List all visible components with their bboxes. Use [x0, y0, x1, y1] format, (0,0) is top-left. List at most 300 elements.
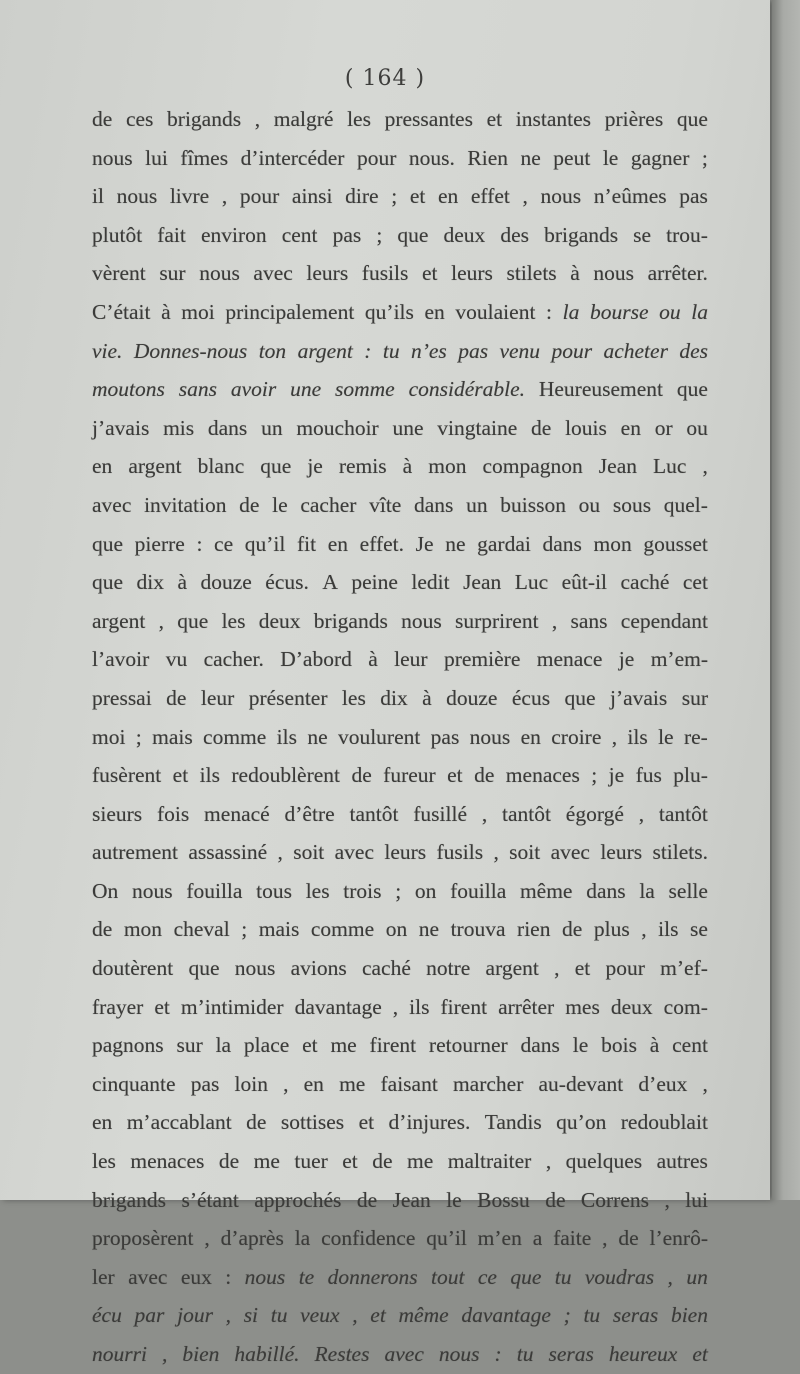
word: D’abord	[280, 647, 352, 672]
italic-word: et	[692, 1342, 708, 1366]
word: mais	[152, 724, 193, 749]
word: ils	[199, 763, 220, 788]
word: ,	[602, 1226, 608, 1251]
italic-word: et	[370, 1303, 386, 1328]
word: Jean	[598, 454, 637, 479]
word: plu-	[673, 763, 708, 788]
word: voulurent	[337, 724, 421, 749]
italic-word: tu	[583, 1303, 601, 1328]
word: m’accablant	[126, 1110, 232, 1135]
word: égorgé	[565, 801, 624, 826]
word: brigands	[313, 608, 388, 633]
word: eux	[180, 1264, 212, 1289]
word: de	[218, 1149, 240, 1174]
word: présenter	[248, 685, 328, 710]
word: ou	[578, 492, 601, 517]
text-line	[92, 525, 708, 564]
word: de	[246, 1110, 267, 1135]
word: ,	[664, 1187, 670, 1212]
word: mon	[593, 531, 632, 556]
word: tous	[256, 878, 292, 903]
word: faite	[553, 1226, 592, 1251]
italic-word: même	[398, 1303, 449, 1328]
word: instantes	[515, 107, 592, 131]
word: ne	[418, 917, 440, 942]
word: douze	[446, 685, 498, 710]
word: en	[327, 531, 349, 556]
italic-word: ou	[659, 299, 681, 324]
word: dans	[542, 531, 582, 556]
word: que	[397, 222, 429, 247]
text-line	[92, 1103, 708, 1142]
word: de	[531, 415, 552, 440]
word: sieurs	[92, 801, 143, 826]
word: pierre	[134, 531, 185, 556]
word: de	[92, 107, 113, 131]
word: Tandis	[484, 1110, 542, 1135]
word: ce	[214, 531, 234, 556]
word: argent	[128, 454, 182, 479]
word: fit	[297, 531, 317, 556]
word: ;	[241, 917, 248, 942]
word: vîte	[369, 492, 402, 517]
word: ler	[92, 1264, 115, 1289]
word: nous	[234, 956, 276, 981]
italic-word: nous	[438, 1342, 480, 1366]
word: :	[196, 531, 203, 556]
word: qu’il	[244, 531, 286, 556]
word: d’intercéder	[240, 145, 345, 170]
word: dire	[345, 184, 379, 209]
word: fureur	[383, 763, 436, 788]
text-line	[92, 910, 708, 949]
word: cependant	[620, 608, 708, 633]
italic-word: te	[298, 1264, 315, 1289]
word: plus	[593, 917, 630, 942]
word: pressantes	[384, 107, 473, 131]
word: se	[689, 917, 708, 942]
text-line	[92, 1258, 708, 1297]
word: pas	[679, 184, 708, 209]
word: tuer	[294, 1149, 328, 1174]
word: dans	[414, 492, 454, 517]
italic-word: sans	[178, 377, 217, 402]
text-line	[92, 1181, 708, 1220]
word: un	[466, 492, 488, 517]
text-line	[92, 872, 708, 911]
word: environ	[200, 222, 267, 247]
word: que	[564, 685, 596, 710]
word: leurs	[306, 261, 349, 286]
word: fus	[635, 763, 662, 788]
text-line	[92, 254, 708, 293]
word: nous.	[408, 145, 455, 170]
word: Correns	[580, 1187, 649, 1212]
word: assassiné	[188, 840, 268, 865]
word: ils	[658, 917, 679, 942]
word: trois	[343, 878, 382, 903]
word: sur	[176, 1033, 203, 1058]
word: on	[385, 917, 408, 942]
word: pressai	[92, 685, 152, 710]
italic-word: nourri	[92, 1342, 147, 1366]
text-line	[92, 602, 708, 641]
word: que	[188, 956, 220, 981]
word: dans	[586, 878, 626, 903]
word: vingtaine	[437, 415, 518, 440]
word: caché	[361, 956, 411, 981]
word: brigands	[167, 107, 242, 131]
word: l’enrô-	[649, 1226, 708, 1251]
text-line	[92, 988, 708, 1027]
italic-word: tu	[516, 1342, 534, 1366]
word: Je	[415, 531, 434, 556]
word: un	[261, 415, 283, 440]
word: et	[154, 994, 170, 1019]
word: vu	[165, 647, 188, 672]
word: :	[225, 1264, 232, 1289]
word: les	[341, 685, 366, 710]
text-line	[92, 833, 708, 872]
text-line	[92, 216, 708, 255]
word: ,	[702, 1071, 708, 1096]
word: louis	[565, 415, 607, 440]
italic-word: tout	[430, 1264, 465, 1289]
word: com-	[663, 994, 708, 1019]
italic-word: tu	[554, 1264, 572, 1289]
italic-word: écu	[92, 1303, 122, 1328]
italic-word: :	[494, 1342, 502, 1366]
word: approchés	[254, 1187, 342, 1212]
word: de	[545, 1187, 566, 1212]
word: s’étant	[181, 1187, 239, 1212]
italic-word: pas	[458, 338, 489, 363]
text-line	[92, 447, 708, 486]
word: moi	[181, 299, 215, 324]
word: pour	[239, 184, 280, 209]
word: ainsi	[291, 184, 333, 209]
word: le	[602, 145, 619, 170]
italic-word: tu	[270, 1303, 288, 1328]
text-line	[92, 1335, 708, 1374]
word: ne	[445, 531, 466, 556]
text-line	[92, 177, 708, 216]
word: principalement	[225, 299, 355, 324]
word: A	[322, 570, 338, 595]
word: peut	[553, 145, 591, 170]
word: que	[92, 570, 124, 595]
word: remis	[338, 454, 387, 479]
word: de	[92, 917, 113, 942]
italic-word: ,	[161, 1342, 168, 1366]
word: brigands	[92, 1187, 167, 1212]
word: en	[620, 415, 641, 440]
word: ,	[611, 724, 618, 749]
word: arrêter	[498, 994, 555, 1019]
italic-word: ,	[667, 1264, 673, 1289]
word: ,	[702, 454, 708, 479]
word: qu’ils	[364, 299, 414, 324]
word: Rien	[467, 145, 508, 170]
italic-word: ;	[563, 1303, 571, 1328]
word: fusils	[436, 840, 484, 865]
word: en	[520, 724, 541, 749]
italic-word: nous	[244, 1264, 286, 1289]
word: une	[392, 415, 424, 440]
word: ,	[221, 184, 228, 209]
word: se	[633, 222, 652, 247]
word: de	[474, 763, 495, 788]
word: nous	[92, 145, 133, 170]
word: il	[92, 184, 104, 209]
word: à	[402, 454, 413, 479]
word: effet	[470, 184, 510, 209]
italic-word: un	[686, 1264, 708, 1289]
italic-word: que	[510, 1264, 542, 1289]
word: mon	[123, 917, 163, 942]
word: en	[92, 454, 113, 479]
word: leur	[200, 685, 235, 710]
word: les	[347, 107, 371, 131]
word: en	[437, 184, 459, 209]
word: faisant	[380, 1071, 438, 1096]
body-text	[92, 100, 708, 1374]
italic-word: la	[691, 299, 708, 324]
italic-word: Donnes-nous	[133, 338, 248, 363]
italic-word: tu	[382, 338, 400, 363]
word: le	[658, 724, 674, 749]
word: cet	[682, 570, 708, 595]
italic-word: :	[364, 338, 372, 363]
text-line	[92, 100, 708, 139]
word: proposèrent	[92, 1226, 194, 1251]
word: que	[177, 608, 209, 633]
italic-word: si	[243, 1303, 259, 1328]
word: rien	[517, 917, 551, 942]
word: dans	[207, 415, 248, 440]
word: loin	[234, 1071, 268, 1096]
word: malgré	[273, 107, 334, 131]
word: ,	[554, 956, 560, 981]
word: pour	[356, 145, 397, 170]
word: qu’il	[426, 1226, 467, 1251]
word: comme	[310, 917, 375, 942]
word: et	[486, 107, 503, 131]
word: de	[351, 763, 372, 788]
word: n’eûmes	[593, 184, 667, 209]
word: ils	[627, 724, 648, 749]
word: ,	[641, 917, 647, 942]
italic-word: donnerons	[327, 1264, 418, 1289]
word: ,	[545, 1149, 552, 1174]
italic-word: n’es	[410, 338, 447, 363]
word: ;	[135, 724, 142, 749]
word: mis	[163, 415, 195, 440]
word: Jean	[392, 1187, 431, 1212]
word: Heureusement	[538, 377, 664, 402]
word: me	[253, 1149, 280, 1174]
word: nous	[131, 878, 173, 903]
word: stilets	[506, 261, 557, 286]
word: à	[422, 685, 432, 710]
text-line	[92, 718, 708, 757]
word: ledit	[411, 570, 450, 595]
word: nous	[469, 724, 511, 749]
word: tantôt	[349, 801, 399, 826]
word: lui	[685, 1187, 708, 1212]
word: :	[546, 299, 553, 324]
word: dix	[136, 570, 164, 595]
word: d’être	[284, 801, 335, 826]
word: ,	[551, 608, 558, 633]
word: maltraiter	[447, 1149, 532, 1174]
italic-word: seras	[548, 1342, 594, 1366]
text-line	[92, 640, 708, 679]
text-line	[92, 1142, 708, 1181]
word: le	[572, 1033, 589, 1058]
text-line	[92, 1026, 708, 1065]
word: cinquante	[92, 1071, 176, 1096]
word: le	[446, 1187, 462, 1212]
word: que	[676, 377, 708, 402]
word: pour	[605, 956, 645, 981]
word: leurs	[451, 261, 493, 286]
word: et	[172, 763, 189, 788]
word: les	[92, 1149, 116, 1174]
word: ;	[391, 184, 398, 209]
italic-word: ,	[225, 1303, 231, 1328]
word: redoublait	[620, 1110, 708, 1135]
word: Luc	[514, 570, 549, 595]
word: lui	[145, 145, 168, 170]
text-line	[92, 949, 708, 988]
word: autrement	[92, 840, 178, 865]
word: fouilla	[186, 878, 243, 903]
italic-word: une	[290, 377, 322, 402]
word: effet.	[359, 531, 405, 556]
word: invitation	[144, 492, 227, 517]
word: pas	[332, 222, 362, 247]
word: que	[676, 107, 708, 131]
text-line	[92, 563, 708, 602]
word: je	[307, 454, 323, 479]
word: à	[570, 261, 580, 286]
word: quel-	[663, 492, 708, 517]
italic-word: bien	[182, 1342, 220, 1366]
text-line	[92, 1065, 708, 1104]
word: gagner	[630, 145, 690, 170]
italic-word: veux	[300, 1303, 340, 1328]
word: sur	[159, 261, 186, 286]
word: sans	[570, 608, 608, 633]
word: autres	[656, 1149, 708, 1174]
word: tantôt	[502, 801, 551, 826]
word: douze	[200, 570, 252, 595]
word: voulaient	[455, 299, 536, 324]
word: ,	[283, 1071, 289, 1096]
word: sur	[681, 685, 708, 710]
italic-word: bien	[670, 1303, 708, 1328]
word: argent	[485, 956, 539, 981]
word: vèrent	[92, 261, 146, 286]
word: j’avais	[92, 415, 150, 440]
word: gousset	[643, 531, 708, 556]
word: livre	[169, 184, 210, 209]
word: de	[356, 1187, 378, 1212]
word: cent	[672, 1033, 708, 1058]
word: confidence	[321, 1226, 416, 1251]
word: en	[92, 1110, 113, 1135]
word: la	[639, 878, 655, 903]
page-number: ( 164 )	[344, 66, 426, 91]
word: avec	[253, 261, 293, 286]
word: compagnon	[482, 454, 583, 479]
word: quelques	[565, 1149, 643, 1174]
word: avec	[92, 492, 132, 517]
word: première	[443, 647, 521, 672]
word: de	[372, 1149, 393, 1174]
text-line	[92, 1296, 708, 1335]
italic-word: ton	[258, 338, 287, 363]
word: notre	[426, 956, 471, 981]
word: qu’on	[556, 1110, 607, 1135]
word: cacher.	[203, 647, 264, 672]
word: place	[243, 1033, 290, 1058]
word: ,	[277, 840, 283, 865]
word: fait	[157, 222, 186, 247]
word: Jean	[463, 570, 502, 595]
word: à	[177, 570, 188, 595]
word: sottises	[280, 1110, 345, 1135]
italic-word: pour	[551, 338, 593, 363]
word: m’em-	[650, 647, 708, 672]
word: redoublèrent	[231, 763, 341, 788]
word: la	[215, 1033, 232, 1058]
word: fois	[156, 801, 190, 826]
word: ;	[591, 763, 598, 788]
italic-word: venu	[499, 338, 541, 363]
word: ces	[125, 107, 154, 131]
word: ,	[638, 801, 645, 826]
word: argent	[92, 608, 146, 633]
word: C’était	[92, 299, 151, 324]
word: On	[92, 878, 119, 903]
word: ils	[409, 994, 430, 1019]
word: menaces	[130, 1149, 205, 1174]
italic-word: des	[679, 338, 708, 363]
word: nous	[593, 261, 635, 286]
word: nous	[116, 184, 158, 209]
word: surprirent	[454, 608, 539, 633]
word: ,	[392, 994, 399, 1019]
word: Bossu	[477, 1187, 530, 1212]
word: arrêter.	[647, 261, 708, 286]
word: cacher	[300, 492, 357, 517]
word: je	[618, 647, 635, 672]
word: leur	[394, 647, 428, 672]
word: et	[302, 1033, 318, 1058]
word: ne	[520, 145, 541, 170]
italic-word: davantage	[461, 1303, 551, 1328]
italic-word: avec	[384, 1342, 424, 1366]
word: retourner	[428, 1033, 508, 1058]
italic-word: heureux	[608, 1342, 678, 1366]
word: même	[519, 878, 573, 903]
text-line	[92, 1219, 708, 1258]
word: cheval	[173, 917, 230, 942]
word: ,	[254, 107, 261, 131]
word: ;	[376, 222, 383, 247]
